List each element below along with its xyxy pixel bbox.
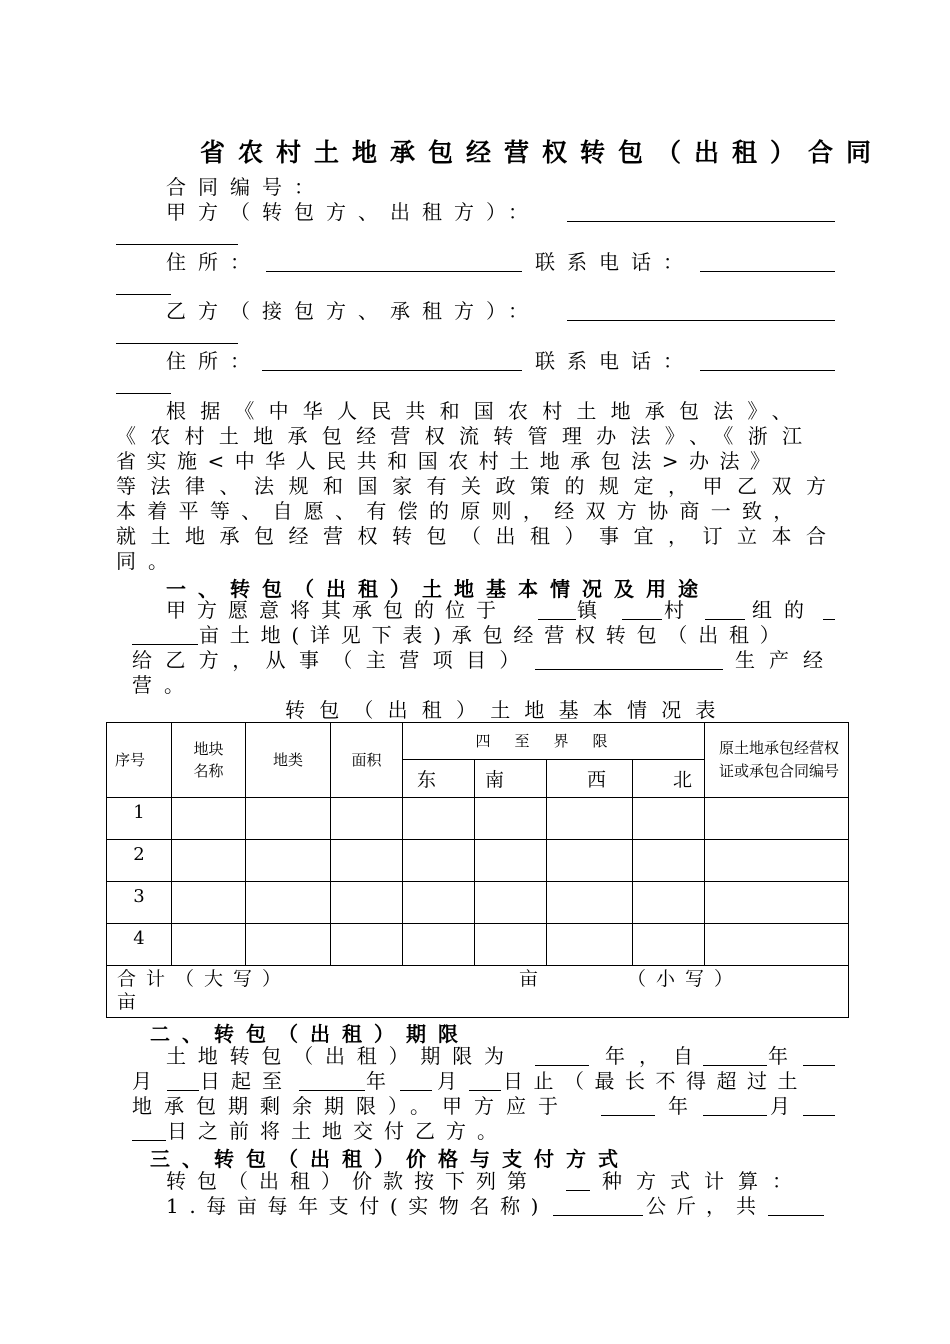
row-seq: 2 — [107, 840, 172, 882]
deliver-year-field[interactable] — [601, 1115, 655, 1116]
s3-text: 种方式计算： — [602, 1169, 806, 1193]
total-mu: 亩 — [519, 968, 549, 990]
preamble-line: 本着平等、自愿、有偿的原则，经双方协商一致， — [116, 499, 805, 523]
party-a-field[interactable] — [567, 221, 835, 222]
preamble-line: 等法律、法规和国家有关政策的规定，甲乙双方 — [116, 474, 841, 498]
cell[interactable] — [705, 840, 849, 882]
start-month-field[interactable] — [803, 1065, 835, 1066]
end-day-field[interactable] — [469, 1090, 501, 1091]
header-cert: 原土地承包经营权证或承包合同编号 — [705, 723, 849, 798]
table-row — [107, 924, 849, 966]
end-year-field[interactable] — [299, 1090, 365, 1091]
cell[interactable] — [547, 924, 633, 966]
cell[interactable] — [633, 924, 705, 966]
section-2-heading: 二、转包（出租）期限 — [150, 1022, 470, 1046]
s2-text: 年 — [768, 1044, 800, 1068]
table-row — [107, 840, 849, 882]
start-year-field[interactable] — [703, 1065, 767, 1066]
party-a-field-cont[interactable] — [116, 244, 238, 245]
s1-text: 村 — [664, 598, 696, 622]
method-number-field[interactable] — [566, 1190, 590, 1191]
header-north: 北 — [633, 760, 705, 798]
cell[interactable] — [633, 798, 705, 840]
total-row — [107, 966, 849, 1018]
s2-text: 地承包期剩余期限）。甲方应于 — [132, 1094, 570, 1118]
cell[interactable] — [633, 840, 705, 882]
cell[interactable] — [475, 798, 547, 840]
party-b-phone-field[interactable] — [700, 370, 835, 371]
party-b-field-cont[interactable] — [116, 343, 238, 344]
party-b-phone-label: 联系电话： — [535, 349, 695, 373]
header-land-type: 地类 — [246, 723, 331, 798]
cell[interactable] — [705, 798, 849, 840]
cell[interactable] — [246, 924, 331, 966]
group-field[interactable] — [705, 619, 745, 620]
main-project-field[interactable] — [535, 669, 723, 670]
s2-text: 月 — [770, 1094, 802, 1118]
s3-text: 1.每亩每年支付(实物名称) — [166, 1194, 550, 1218]
cell[interactable] — [246, 840, 331, 882]
s2-text: 年 — [366, 1069, 398, 1093]
start-day-field[interactable] — [167, 1090, 199, 1091]
s2-text: 月 — [437, 1069, 469, 1093]
s1-text: 镇 — [577, 598, 609, 622]
total-label: 合计（大写） — [117, 968, 292, 990]
cell[interactable] — [403, 882, 475, 924]
party-b-phone-field-cont[interactable] — [116, 393, 171, 394]
cell[interactable] — [172, 840, 246, 882]
s2-text: 土地转包（出租）期限为 — [166, 1044, 516, 1068]
s1-text: 亩土地(详见下表)承包经营权转包（出租） — [199, 623, 791, 647]
header-east: 东 — [403, 760, 475, 798]
table-caption: 转包（出租）土地基本情况表 — [285, 698, 730, 722]
header-west: 西 — [547, 760, 633, 798]
area-field[interactable] — [823, 619, 835, 620]
party-a-address-field[interactable] — [266, 271, 522, 272]
cell[interactable] — [475, 840, 547, 882]
deliver-month-field[interactable] — [703, 1115, 767, 1116]
party-a-label: 甲方（转包方、出租方）： — [166, 200, 540, 224]
cell[interactable] — [331, 840, 403, 882]
header-boundaries: 四至界限 — [403, 723, 705, 760]
village-field[interactable] — [622, 619, 662, 620]
party-a-phone-field[interactable] — [700, 271, 835, 272]
s1-text: 给乙方，从事（主营项目） — [132, 648, 533, 672]
cell[interactable] — [475, 882, 547, 924]
s3-text: 转包（出租）价款按下列第 — [166, 1169, 538, 1193]
table-row — [107, 798, 849, 840]
cell[interactable] — [331, 798, 403, 840]
s1-text: 甲方愿意将其承包的位于 — [166, 598, 507, 622]
term-years-field[interactable] — [535, 1065, 589, 1066]
header-area: 面积 — [331, 723, 403, 798]
town-field[interactable] — [538, 619, 576, 620]
section-1-heading: 一、转包（出租）土地基本情况及用途 — [166, 577, 710, 601]
header-south: 南 — [475, 760, 547, 798]
row-seq: 4 — [107, 924, 172, 966]
cell[interactable] — [246, 798, 331, 840]
s1-text: 生产经 — [735, 648, 837, 672]
contract-no-label: 合同编号： — [166, 175, 326, 199]
cell[interactable] — [403, 924, 475, 966]
total-kg-field[interactable] — [768, 1215, 824, 1216]
cell[interactable] — [246, 882, 331, 924]
cell[interactable] — [633, 882, 705, 924]
preamble-line: 就土地承包经营权转包（出租）事宜，订立本合 — [116, 524, 841, 548]
area-field-cont[interactable] — [132, 644, 198, 645]
party-b-address-label: 住所： — [166, 349, 262, 373]
table-row — [107, 882, 849, 924]
s2-text: 日起至 — [200, 1069, 293, 1093]
s3-text: 公斤，共 — [646, 1194, 766, 1218]
end-month-field[interactable] — [400, 1090, 432, 1091]
party-a-phone-label: 联系电话： — [535, 250, 695, 274]
cell[interactable] — [475, 924, 547, 966]
s1-text: 营。 — [132, 673, 196, 697]
cell[interactable] — [172, 924, 246, 966]
party-b-address-field[interactable] — [262, 370, 522, 371]
page-title: 省农村土地承包经营权转包（出租）合同 — [200, 138, 885, 167]
deliver-day-field[interactable] — [803, 1115, 835, 1116]
party-b-field[interactable] — [567, 320, 835, 321]
cell[interactable] — [331, 882, 403, 924]
cell[interactable] — [403, 840, 475, 882]
preamble-line: 省实施<中华人民共和国农村土地承包法>办法》 — [116, 449, 781, 473]
cell[interactable] — [705, 882, 849, 924]
party-a-address-label: 住所： — [166, 250, 262, 274]
section-3-heading: 三、转包（出租）价格与支付方式 — [150, 1147, 630, 1171]
s2-text: 月 — [132, 1069, 164, 1093]
preamble-line: 同。 — [116, 549, 180, 573]
s2-text: 年，自 — [605, 1044, 707, 1068]
cell[interactable] — [705, 924, 849, 966]
cell[interactable] — [331, 924, 403, 966]
row-seq: 1 — [107, 798, 172, 840]
s1-text: 组的 — [752, 598, 816, 622]
cell[interactable] — [547, 840, 633, 882]
s2-text: 日止（最长不得超过土 — [503, 1069, 808, 1093]
preamble-line: 根据《中华人民共和国农村土地承包法》、 — [166, 399, 806, 423]
s2-text: 日之前将土地交付乙方。 — [167, 1119, 508, 1143]
kind-name-field[interactable] — [553, 1215, 643, 1216]
cell[interactable] — [547, 798, 633, 840]
cell[interactable] — [547, 882, 633, 924]
deliver-day-field-cont[interactable] — [132, 1140, 166, 1141]
row-seq: 3 — [107, 882, 172, 924]
total-small-label: （小写） — [627, 968, 744, 990]
party-a-phone-field-cont[interactable] — [116, 294, 171, 295]
party-b-label: 乙方（接包方、承租方）： — [166, 299, 540, 323]
s2-text: 年 — [668, 1094, 700, 1118]
preamble-line: 《农村土地承包经营权流转管理办法》、《浙江 — [116, 424, 817, 448]
header-seq: 序号 — [107, 723, 172, 798]
cell[interactable] — [403, 798, 475, 840]
header-plot-name: 地块名称 — [172, 723, 246, 798]
land-info-table — [106, 722, 849, 1018]
total-mu-small: 亩 — [117, 991, 147, 1013]
cell[interactable] — [172, 882, 246, 924]
cell[interactable] — [172, 798, 246, 840]
